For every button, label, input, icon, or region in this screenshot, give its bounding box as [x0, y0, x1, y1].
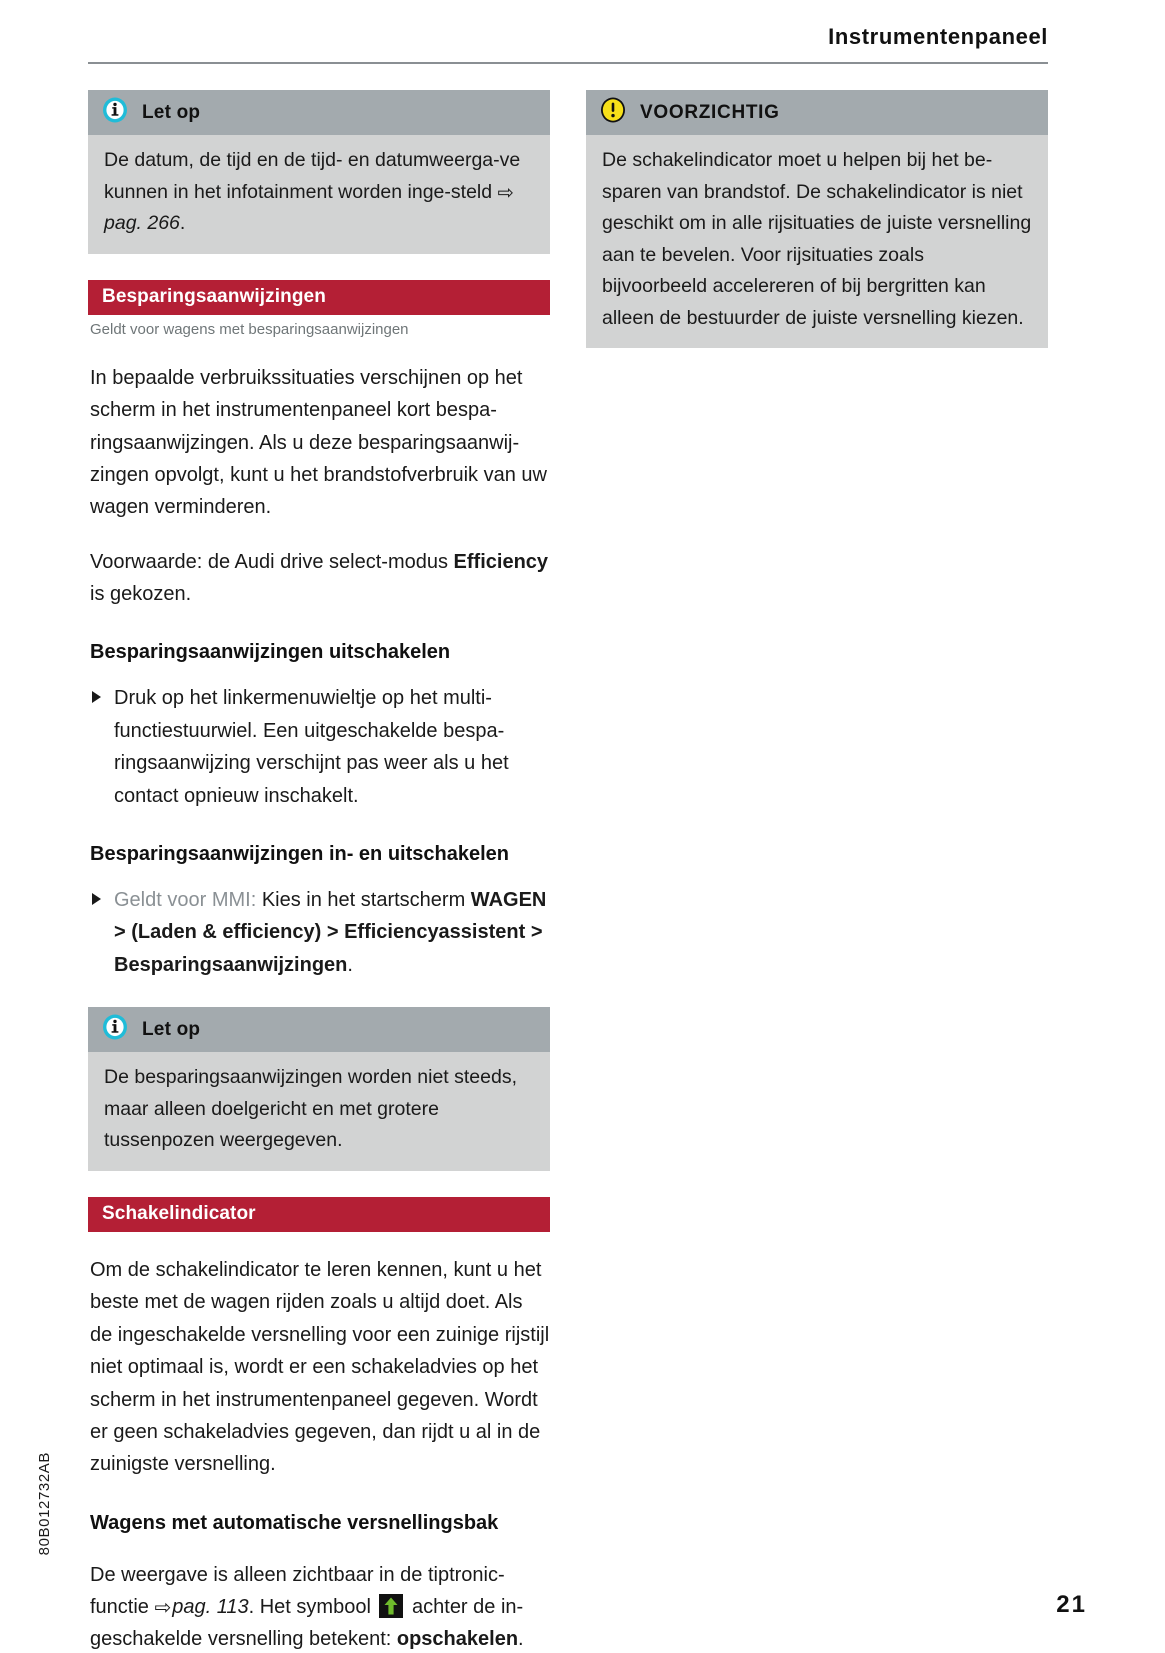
note-box-body — [88, 135, 550, 254]
mmi-menu-efficiencyassistent: Efficiencyassistent — [344, 921, 526, 944]
mmi-menu-besparingsaanwijzingen: Besparingsaanwijzingen — [114, 953, 348, 976]
caution-box-header — [586, 90, 1048, 135]
note-box-label: Let op — [142, 101, 201, 123]
note-box-besparingsaanwijzingen — [88, 1007, 550, 1171]
mmi-text-1: Kies in het startscherm — [256, 889, 471, 912]
header-divider — [88, 62, 1048, 64]
section-heading-schakelindicator: Schakelindicator — [88, 1197, 550, 1232]
mmi-tail: . — [347, 953, 353, 976]
section-applies-to: Geldt voor wagens met besparingsaanwijzingen — [90, 320, 409, 338]
mmi-sep-2: ) > — [314, 921, 345, 944]
voorwaarde-lead: Voorwaarde: de Audi drive select-modus — [90, 550, 454, 573]
part-number: 80B012732AB — [36, 1451, 53, 1555]
right-column — [586, 90, 1048, 374]
note-box-header — [88, 90, 550, 135]
list-item-text: Druk op het linkermenuwieltje op het multifunctiestuurwiel. Een uitgeschakelde besparingsaanwijzing verschijnt pas weer als u het contact opnieuw inschakelt. — [114, 687, 509, 807]
list-item-mmi-path — [90, 884, 550, 981]
list-item-uitschakelen — [90, 682, 550, 812]
tiptronic-part-1: De weergave is alleen zichtbaar in de tiptronic-functie — [90, 1563, 505, 1619]
bullet-triangle-icon — [92, 893, 101, 905]
left-column — [88, 90, 550, 1653]
paragraph-schakelindicator: Om de schakelindicator te leren kennen, kunt u het beste met de wagen rijden zoals u altijd doet. Als de ingeschakelde versnelling voor een zuinige rijstijl niet optimaal is, wordt er een schakeladvies op het scherm in het instrumentenpaneel gegeven. Wordt er geen schakeladvies gegeven, dan rijdt u al in de zuinigste versnelling. — [90, 1258, 550, 1476]
section-heading-besparingsaanwijzingen: Besparingsaanwijzingen — [88, 280, 550, 315]
note-text-tail: . — [179, 212, 186, 235]
shift-up-arrow-icon — [379, 1594, 403, 1618]
mmi-sep-3: > — [525, 921, 543, 944]
paragraph-verbruikssituaties: In bepaalde verbruikssituaties verschijnen op het scherm in het instrumentenpaneel kort besparingsaanwijzingen. Als u deze besparingsaanwijzingen opvolgt, kunt u het brandstofverbruik van uw wagen verminderen. — [90, 366, 547, 519]
info-icon — [102, 97, 128, 128]
page-header — [88, 24, 1048, 50]
note-text-line-1: De datum, de tijd en de tijd- en datumweerga- — [104, 149, 500, 171]
cross-reference-page[interactable]: pag. 266 — [104, 212, 180, 235]
page-number: 21 — [1056, 1591, 1087, 1618]
mmi-menu-wagen: WAGEN — [470, 889, 547, 912]
cross-reference-arrow-icon: ⇨ — [154, 1597, 172, 1620]
tiptronic-bold-opschakelen: opschakelen — [396, 1628, 519, 1651]
subheading-automatische-versnellingsbak: Wagens met automatische versnellingsbak — [90, 1511, 499, 1534]
note-box-body: De besparingsaanwijzingen worden niet steeds, maar alleen doelgericht en met grotere tussenpozen weergegeven. — [88, 1052, 550, 1171]
paragraph-voorwaarde — [90, 546, 550, 611]
note-box-datetime — [88, 90, 550, 254]
info-icon — [102, 1014, 128, 1045]
note-text-line-2: ve kunnen in het infotainment worden inge- — [104, 149, 521, 203]
tiptronic-part-2: . Het symbool — [248, 1596, 377, 1619]
bullet-triangle-icon — [92, 691, 101, 703]
tiptronic-part-3: achter de ingeschakelde versnelling betekent: — [90, 1596, 524, 1651]
mmi-menu-laden-efficiency: Laden & efficiency — [137, 921, 315, 944]
caution-box-body: De schakelindicator moet u helpen bij het besparen van brandstof. De schakelindicator is niet geschikt om in alle rijsituaties de juiste versnelling aan te bevelen. Voor rijsituaties zoals bijvoorbeeld accelereren of bij bergritten kan alleen de bestuurder de juiste versnelling kiezen. — [586, 135, 1048, 348]
cross-reference-page[interactable]: pag. 113 — [172, 1596, 249, 1619]
voorwaarde-bold: Efficiency — [453, 550, 549, 573]
subheading-uitschakelen: Besparingsaanwijzingen uitschakelen — [90, 641, 451, 664]
tiptronic-part-4: . — [518, 1628, 524, 1651]
caution-box-label: VOORZICHTIG — [640, 101, 780, 123]
warning-icon — [600, 97, 626, 128]
caution-box — [586, 90, 1048, 348]
page-title: Instrumentenpaneel — [828, 24, 1048, 49]
note-box-header — [88, 1007, 550, 1052]
cross-reference-arrow-icon: ⇨ — [497, 181, 514, 204]
mmi-sep-1: > ( — [114, 921, 138, 944]
paragraph-tiptronic — [90, 1559, 550, 1653]
voorwaarde-tail: is gekozen. — [90, 583, 192, 606]
mmi-applies-lead: Geldt voor MMI: — [114, 889, 257, 912]
note-text-line-3: steld — [450, 180, 498, 203]
note-box-label: Let op — [142, 1018, 201, 1040]
subheading-in-en-uitschakelen: Besparingsaanwijzingen in- en uitschakelen — [90, 843, 509, 866]
